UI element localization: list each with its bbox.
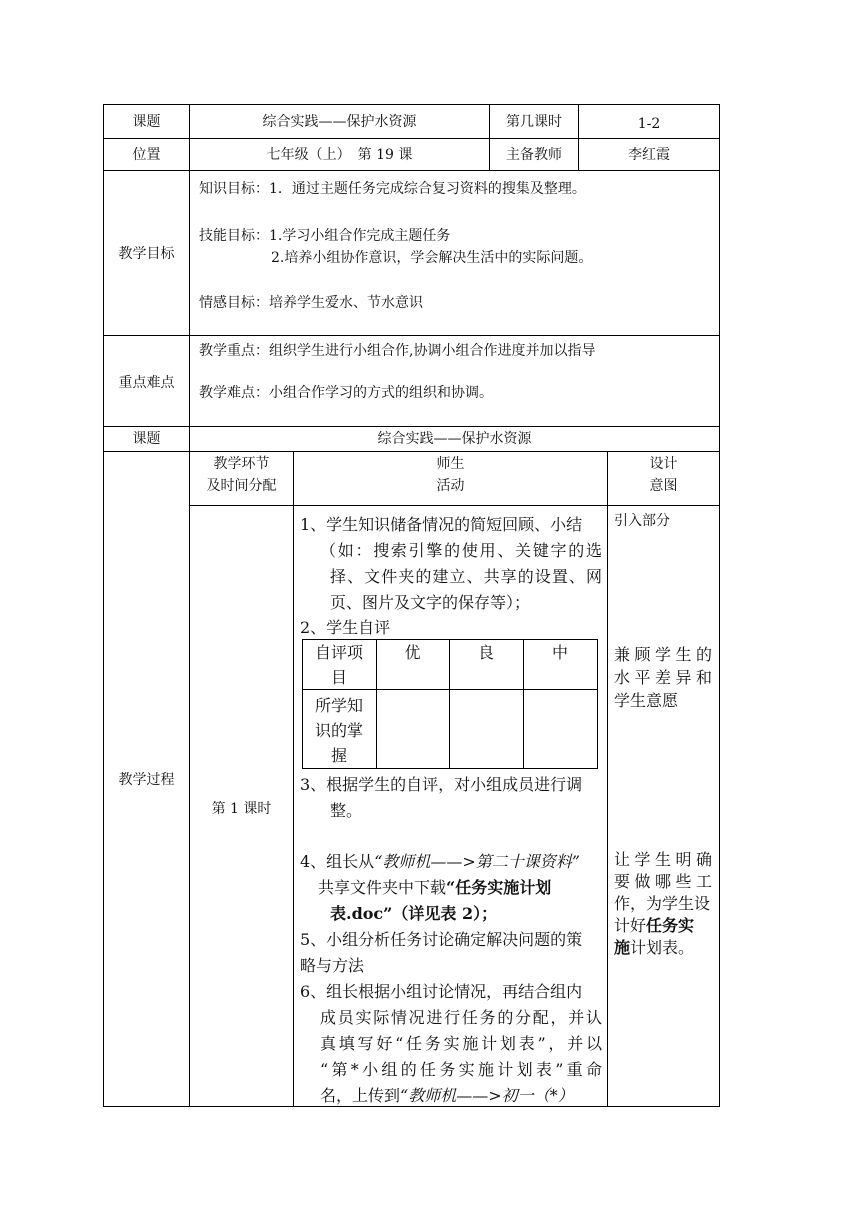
activity-1-line-1: 1、学生知识储备情况的简短回顾、小结 [300,515,583,534]
keypoint-difficulty: 教学难点：小组合作学习的方式的组织和协调。 [199,385,493,401]
activity-6-line-2: 成员实际情况进行任务的分配，并认 [320,1008,602,1027]
intent-3-text: 计好 [614,916,647,935]
rule-top [103,104,720,105]
activity-6-line-5 [320,1083,574,1109]
rule-r4 [103,426,720,427]
rule-c1 [189,104,190,1107]
se-row-label-c: 握 [330,746,347,765]
se-head-fair: 中 [551,643,568,662]
se-head-good: 良 [477,643,494,662]
intent-2-line-1: 兼顾学生的 [614,645,712,664]
rule-c5 [607,451,608,1107]
activity-3-line-1: 3、根据学生的自评，对小组成员进行调 [300,775,583,794]
activity-6-line-3: 真填写好“任务实施计划表”，并以 [320,1034,602,1053]
col-activity-l1: 师生 [436,456,465,472]
period-value: 1-2 [637,116,661,132]
keypoints-label: 重点难点 [118,375,175,391]
topic-value: 综合实践——保护水资源 [262,114,417,130]
se-row-label-b: 识的掌 [314,721,363,740]
rule-r3 [103,335,720,336]
rule-r2 [103,170,720,171]
se-rule-r [597,639,598,769]
rule-r1 [103,138,720,139]
intent-3-bold: 任务实 [646,916,695,935]
activity-6-line-1: 6、组长根据小组讨论情况，再结合组内 [300,982,583,1001]
intent-3-line-5 [614,935,694,961]
activity-6-text: 名，上传到 [320,1086,401,1105]
intent-intro: 引入部分 [614,513,670,529]
intent-3-bold-2: 施 [614,938,631,957]
col-stage-l1: 教学环节 [213,456,270,472]
activity-3-line-2: 整。 [330,801,363,820]
activity-2: 2、学生自评 [300,618,391,637]
goal-skill-1: 技能目标：1.学习小组合作完成主题任务 [199,228,451,244]
period-cell: 第 1 课时 [211,801,272,817]
goal-knowledge: 知识目标：1．通过主题任务完成综合复习资料的搜集及整理。 [199,181,586,197]
activity-6-line-4: “第*小组的任务实施计划表”重命 [320,1060,602,1079]
intent-3-text-2: 计划表。 [630,938,695,957]
activity-1-line-3: 择、文件夹的建立、共享的设置、网 [330,567,602,586]
rule-c4 [293,451,294,1107]
rule-r6 [189,505,720,506]
keypoint-focus: 教学重点：组织学生进行小组合作,协调小组合作进度并加以指导 [199,343,596,359]
label-teacher: 主备教师 [506,147,562,163]
activity-4-line-2 [318,875,551,901]
process-label: 教学过程 [118,772,175,788]
rule-right [719,104,720,1107]
se-row-label-a: 所学知 [314,696,363,715]
se-head-item-a: 自评项 [314,643,363,662]
topic-row-label: 课题 [132,431,161,447]
intent-3-line-3: 作，为学生设 [614,894,711,913]
self-eval-table [302,639,598,769]
intent-2-line-3: 学生意愿 [614,691,679,710]
activity-4-line-1 [300,849,580,875]
activity-4-line-3: 表.doc”（详见表 2）； [330,904,498,923]
col-stage-l2: 及时间分配 [206,478,277,494]
rule-r5 [103,451,720,452]
intent-3-line-2: 要做哪些工 [614,872,712,891]
intent-3-line-1: 让学生明确 [614,850,712,869]
teacher-value: 李红霞 [628,147,670,163]
activity-4-file: “任务实施计划 [446,878,552,897]
col-intent-l2: 意图 [649,478,678,494]
topic-row-value: 综合实践——保护水资源 [377,431,532,447]
se-head-excellent: 优 [404,643,421,662]
activity-4-text: 4、组长从 [300,852,375,871]
label-period: 第几课时 [506,114,562,130]
label-position: 位置 [132,147,161,163]
goal-emotion: 情感目标：培养学生爱水、节水意识 [199,295,423,311]
activity-6-path: “教师机——>初一（*） [400,1086,574,1105]
activity-5-line-2: 略与方法 [300,956,365,975]
label-topic: 课题 [132,114,161,130]
col-activity-l2: 活动 [436,478,465,494]
goals-label: 教学目标 [118,246,175,262]
activity-4-path: “教师机——>第二十课资料” [374,852,580,871]
se-head-item-b: 目 [330,668,347,687]
activity-1-line-4: 页、图片及文字的保存等）； [330,593,531,612]
activity-1-line-2: （如：搜索引擎的使用、关键字的选 [320,541,602,560]
intent-2-line-2: 水平差异和 [614,668,712,687]
activity-4-text-2: 共享文件夹中下载 [318,878,447,897]
col-intent-l1: 设计 [649,456,678,472]
goal-skill-2: 2.培养小组协作意识，学会解决生活中的实际问题。 [271,250,593,266]
position-value: 七年级（上） 第 19 课 [266,147,413,163]
activity-5-line-1: 5、小组分析任务讨论确定解决问题的策 [300,930,583,949]
